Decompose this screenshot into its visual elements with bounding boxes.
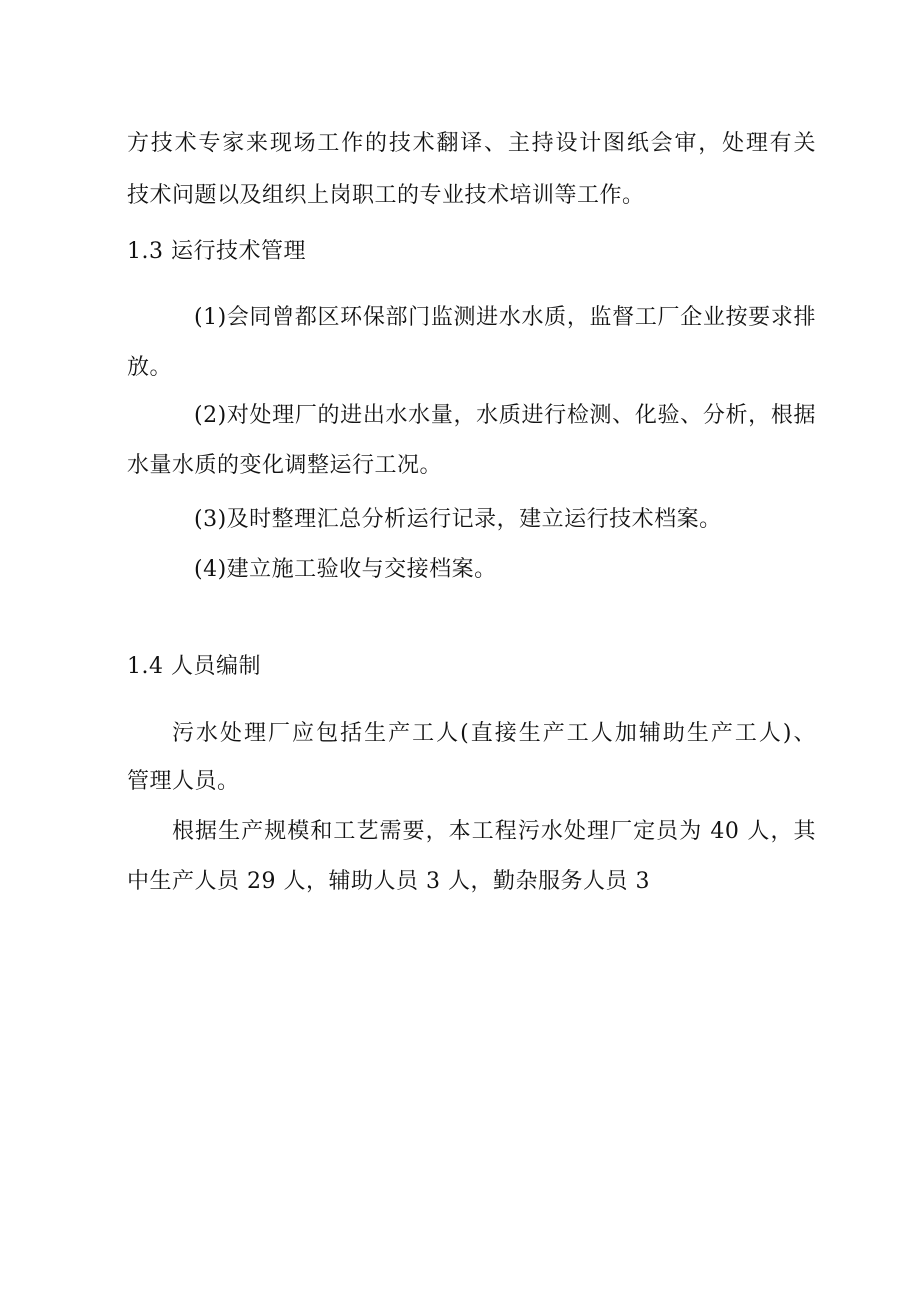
paragraph-line: 方技术专家来现场工作的技术翻译、主持设计图纸会审，处理有关: [127, 131, 816, 156]
list-item-1: (1)会同曾都区环保部门监测进水水质，监督工厂企业按要求排: [194, 305, 816, 330]
paragraph-line: 根据生产规模和工艺需要，本工程污水处理厂定员为 40 人，其: [172, 819, 816, 844]
paragraph-line: 污水处理厂应包括生产工人(直接生产工人加辅助生产工人)、: [172, 721, 816, 746]
paragraph-line: 技术问题以及组织上岗职工的专业技术培训等工作。: [127, 183, 645, 208]
paragraph-line: 中生产人员 29 人，辅助人员 3 人，勤杂服务人员 3: [127, 869, 650, 894]
list-item-4: (4)建立施工验收与交接档案。: [194, 557, 497, 582]
section-heading-1-4: 1.4 人员编制: [127, 654, 261, 679]
list-item-1-continuation: 放。: [127, 355, 173, 380]
list-item-3: (3)及时整理汇总分析运行记录，建立运行技术档案。: [194, 507, 722, 532]
paragraph-line: 管理人员。: [127, 769, 240, 794]
list-item-2-continuation: 水量水质的变化调整运行工况。: [127, 453, 443, 478]
section-heading-1-3: 1.3 运行技术管理: [127, 239, 306, 264]
list-item-2: (2)对处理厂的进出水水量，水质进行检测、化验、分析，根据: [194, 403, 816, 428]
